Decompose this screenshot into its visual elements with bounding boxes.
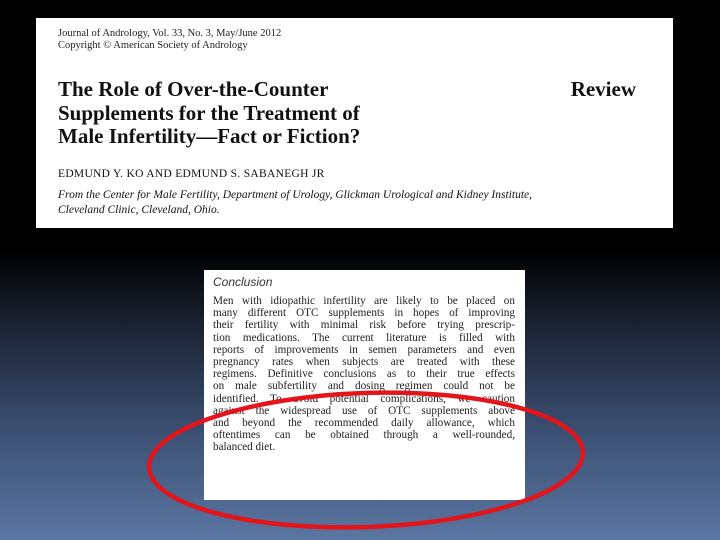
conclusion-line: and beyond the recommended daily allowance, which bbox=[213, 417, 515, 430]
conclusion-line: reports of improvements in semen parameters and even bbox=[213, 343, 515, 356]
conclusion-line: Men with idiopathic infertility are likely to be placed on bbox=[213, 295, 515, 307]
copyright-line: Copyright © American Society of Andrology bbox=[58, 40, 248, 51]
conclusion-line: identified. To avoid potential complications, we caution bbox=[213, 392, 515, 405]
article-type-label: Review bbox=[570, 77, 636, 101]
conclusion-line: tion medications. The current literature is filled with bbox=[213, 331, 515, 344]
journal-citation bbox=[58, 28, 281, 52]
conclusion-line: oftentimes can be obtained through a well-rounded, bbox=[213, 429, 515, 442]
conclusion-excerpt-card bbox=[204, 270, 525, 500]
affiliation-line: From the Center for Male Fertility, Department of Urology, Glickman Urological and Kidney Institute, bbox=[58, 189, 532, 201]
article-header-card bbox=[36, 18, 673, 228]
conclusion-line: against the widespread use of OTC supplements above bbox=[213, 404, 515, 417]
conclusion-line: many different OTC supplements in hopes of improving bbox=[213, 307, 515, 320]
article-authors: EDMUND Y. KO AND EDMUND S. SABANEGH JR bbox=[58, 168, 325, 180]
author-affiliation bbox=[58, 188, 658, 218]
conclusion-line: regimens. Definitive conclusions as to their true effects bbox=[213, 368, 515, 381]
conclusion-line: their fertility with minimal risk before trying prescrip- bbox=[213, 319, 515, 332]
affiliation-line: Cleveland Clinic, Cleveland, Ohio. bbox=[58, 204, 220, 216]
conclusion-line: pregnancy rates when subjects are treated with these bbox=[213, 356, 515, 369]
article-title-line: Supplements for the Treatment of bbox=[58, 100, 360, 125]
conclusion-line: balanced diet. bbox=[213, 441, 276, 454]
conclusion-heading: Conclusion bbox=[213, 275, 273, 289]
article-title-line: Male Infertility—Fact or Fiction? bbox=[58, 124, 361, 148]
conclusion-line: on male subfertility and dosing regimen could not be bbox=[213, 380, 515, 393]
article-title bbox=[58, 78, 418, 149]
conclusion-body bbox=[213, 295, 515, 454]
journal-citation-line: Journal of Andrology, Vol. 33, No. 3, May/June 2012 bbox=[58, 28, 282, 39]
article-title-line: The Role of Over-the-Counter bbox=[58, 77, 329, 101]
